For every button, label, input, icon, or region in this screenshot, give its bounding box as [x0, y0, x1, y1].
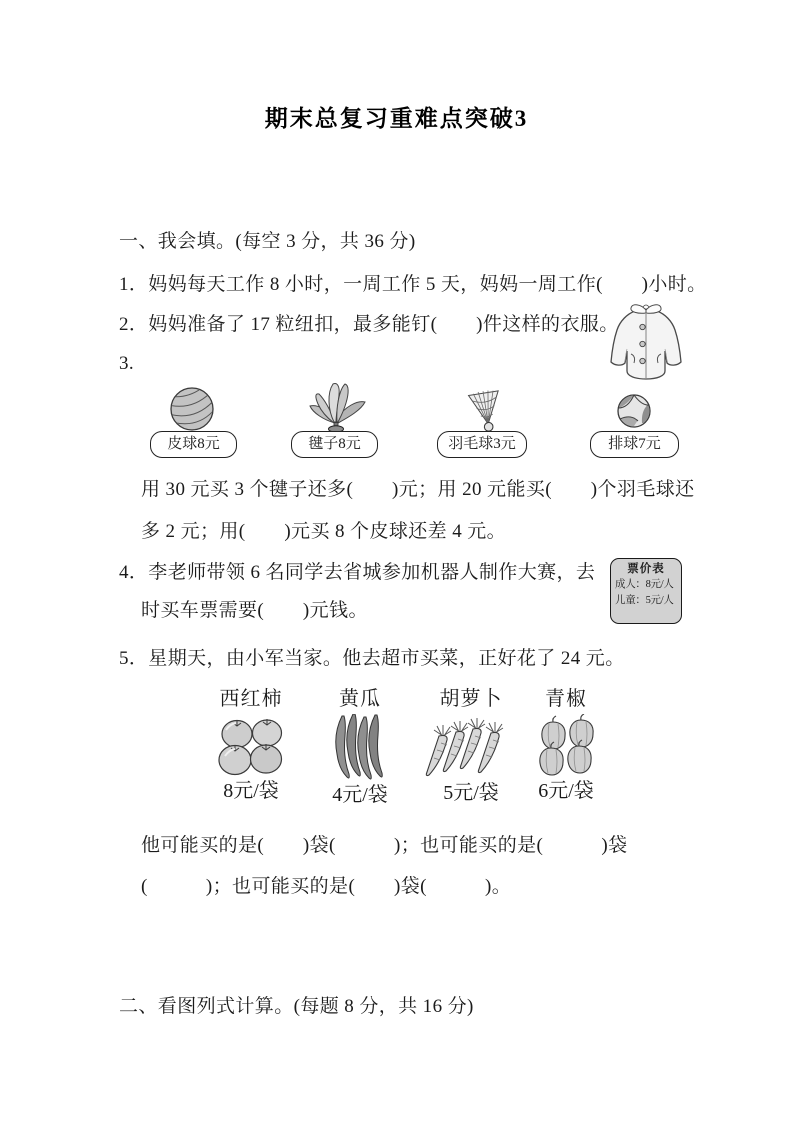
veg-price: 6元/袋	[538, 780, 594, 802]
price-tag-badminton: 羽毛球3元	[437, 431, 527, 458]
cucumbers-icon	[329, 714, 391, 780]
ticket-table-title: 票价表	[627, 563, 665, 575]
ticket-table-row-adult: 成人：8元/人	[615, 579, 674, 590]
question-1-text: 1．妈妈每天工作 8 小时，一周工作 5 天，妈妈一周工作( )小时。	[119, 274, 707, 295]
veg-name: 青椒	[545, 688, 587, 710]
veg-price: 5元/袋	[443, 782, 499, 804]
veg-column-tomato	[206, 686, 296, 804]
veg-column-carrot	[422, 686, 520, 806]
ticket-table-row-child: 儿童：5元/人	[615, 595, 674, 606]
price-tag-rubber-ball: 皮球8元	[150, 431, 237, 458]
question-2-text: 2．妈妈准备了 17 粒纽扣，最多能钉( )件这样的衣服。	[119, 314, 619, 335]
carrots-icon	[425, 714, 517, 778]
rubber-ball-icon	[169, 386, 215, 432]
question-3-line-2: 多 2 元；用( )元买 8 个皮球还差 4 元。	[141, 521, 507, 542]
question-3-number: 3.	[119, 353, 135, 374]
question-5-line-2: ( )；也可能买的是( )袋( )。	[141, 876, 512, 897]
ticket-price-table	[610, 558, 682, 624]
veg-column-cucumber	[320, 686, 400, 808]
question-5-line-1: 他可能买的是( )袋( )；也可能买的是( )袋	[141, 835, 628, 856]
jianzi-icon	[308, 380, 366, 433]
question-3-line-1: 用 30 元买 3 个毽子还多( )元；用 20 元能买( )个羽毛球还	[141, 479, 695, 500]
section-2-heading: 二、看图列式计算。(每题 8 分，共 16 分)	[119, 996, 474, 1017]
veg-column-green-pepper	[526, 686, 606, 804]
coat-icon	[604, 301, 688, 383]
green-peppers-icon	[533, 714, 599, 776]
volleyball-icon	[616, 393, 652, 429]
question-4-line-2: 时买车票需要( )元钱。	[141, 600, 368, 621]
veg-name: 胡萝卜	[439, 688, 503, 710]
veg-price: 8元/袋	[223, 780, 279, 802]
question-5-intro: 5．星期天，由小军当家。他去超市买菜，正好花了 24 元。	[119, 648, 625, 669]
price-tag-jianzi: 毽子8元	[291, 431, 378, 458]
price-tag-volleyball: 排球7元	[590, 431, 679, 458]
veg-name: 黄瓜	[339, 688, 381, 710]
question-4-line-1: 4．李老师带领 6 名同学去省城参加机器人制作大赛，去	[119, 562, 596, 583]
badminton-shuttlecock-icon	[467, 387, 505, 433]
tomatoes-icon	[213, 714, 289, 776]
page-title: 期末总复习重难点突破3	[264, 106, 529, 131]
veg-name: 西红柿	[219, 688, 283, 710]
section-1-heading: 一、我会填。(每空 3 分，共 36 分)	[119, 231, 416, 252]
veg-price: 4元/袋	[332, 784, 388, 806]
